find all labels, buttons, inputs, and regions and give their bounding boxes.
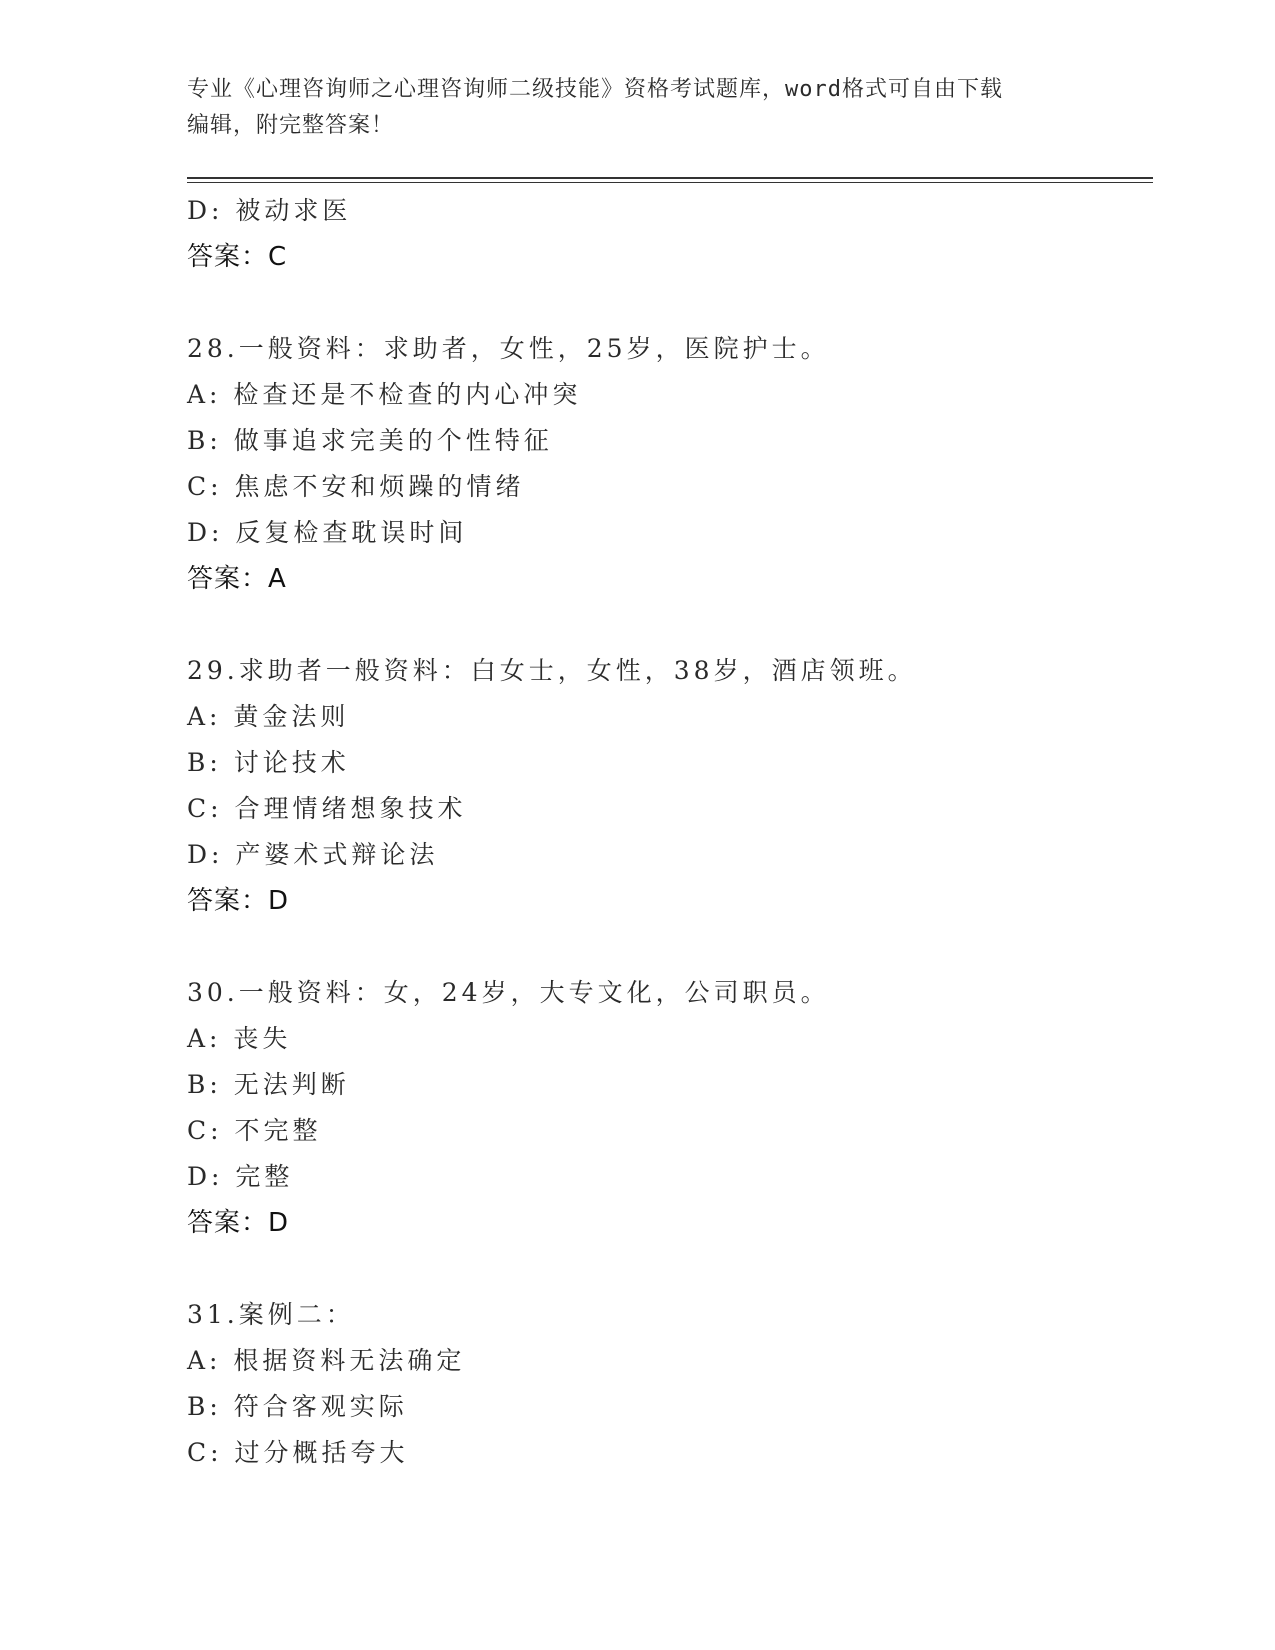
question-title: 31.案例二： [187, 1300, 355, 1329]
option-b: B: 符合客观实际 [187, 1392, 408, 1421]
option-c: C: 不完整 [187, 1116, 322, 1145]
option-a: A: 检查还是不检查的内心冲突 [187, 380, 582, 409]
question-30 [187, 970, 1147, 1292]
option-d: D: 产婆术式辩论法 [187, 840, 439, 869]
option-a: A: 黄金法则 [187, 702, 350, 731]
option-d: D: 反复检查耽误时间 [187, 518, 468, 547]
question-list [187, 188, 1147, 1476]
option-a: A: 丧失 [187, 1024, 292, 1053]
option-c: C: 合理情绪想象技术 [187, 794, 467, 823]
question-29 [187, 648, 1147, 970]
header-line-2: 编辑，附完整答案！ [187, 113, 395, 138]
document-header [187, 72, 1087, 144]
header-divider [187, 177, 1153, 183]
spacer [187, 602, 1147, 648]
option-b: B: 无法判断 [187, 1070, 350, 1099]
option-b: B: 做事追求完美的个性特征 [187, 426, 553, 455]
question-title: 29.求助者一般资料：白女士，女性，38岁，酒店领班。 [187, 656, 917, 685]
option-b: B: 讨论技术 [187, 748, 350, 777]
option-c: C: 过分概括夸大 [187, 1438, 409, 1467]
option-d: D: 被动求医 [187, 196, 352, 225]
question-31 [187, 1292, 1147, 1476]
spacer [187, 1246, 1147, 1292]
spacer [187, 924, 1147, 970]
answer-line: 答案：C [187, 242, 288, 272]
spacer [187, 280, 1147, 326]
answer-line: 答案：D [187, 1208, 290, 1238]
option-c: C: 焦虑不安和烦躁的情绪 [187, 472, 525, 501]
option-d: D: 完整 [187, 1162, 294, 1191]
header-line-1: 专业《心理咨询师之心理咨询师二级技能》资格考试题库，word格式可自由下载 [187, 77, 1003, 102]
answer-line: 答案：D [187, 886, 290, 916]
answer-line: 答案：A [187, 564, 287, 594]
option-a: A: 根据资料无法确定 [187, 1346, 466, 1375]
question-title: 28.一般资料：求助者，女性，25岁，医院护士。 [187, 334, 830, 363]
question-title: 30.一般资料：女，24岁，大专文化，公司职员。 [187, 978, 830, 1007]
question-28 [187, 326, 1147, 648]
